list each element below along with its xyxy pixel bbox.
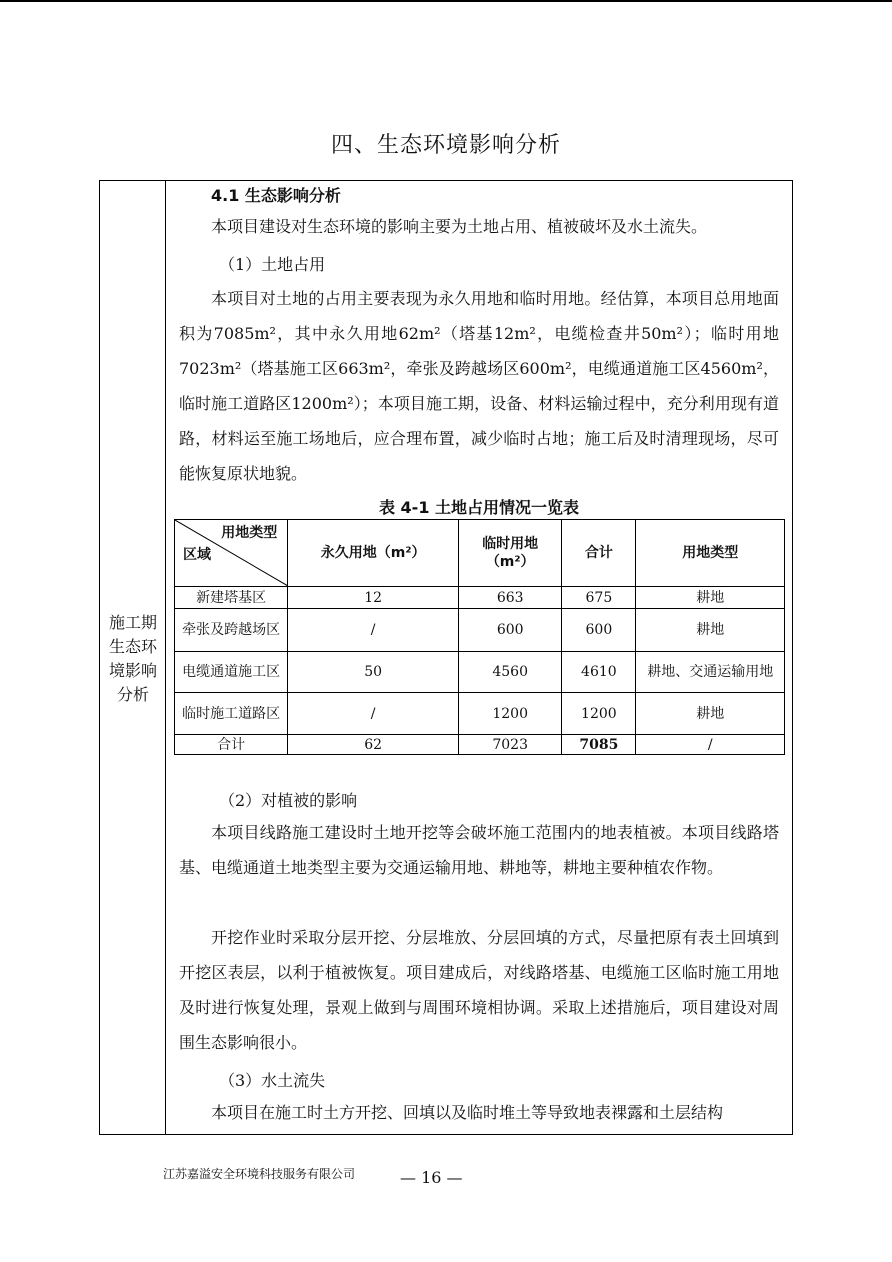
page-number: — 16 —: [400, 1168, 463, 1187]
cell-land-type: 耕地: [636, 693, 785, 735]
cell-land-type: 耕地、交通运输用地: [636, 652, 785, 693]
intro-paragraph: 本项目建设对生态环境的影响主要为土地占用、植被破坏及水土流失。: [211, 217, 708, 236]
subheading-land-use: （1）土地占用: [219, 255, 326, 274]
cell-land-type: 耕地: [636, 587, 785, 609]
cell-permanent: /: [288, 693, 459, 735]
header-temporary: 临时用地（m²）: [459, 520, 562, 587]
header-land-type: 用地类型: [636, 520, 785, 587]
cell-temporary: 663: [459, 587, 562, 609]
vegetation-paragraph-2: 开挖作业时采取分层开挖、分层堆放、分层回填的方式，尽量把原有表土回填到开挖区表层，以利于植被恢复。项目建成后，对线路塔基、电缆施工区临时施工用地及时进行恢复处理，景观上做到与周围环境相协调。采取上述措施后，项目建设对周围生态影响很小。: [179, 928, 779, 1052]
footer-company: 江苏嘉溢安全环境科技服务有限公司: [163, 1167, 356, 1181]
cell-temporary: 1200: [459, 693, 562, 735]
cell-total: 675: [562, 587, 636, 609]
top-rule: [0, 0, 892, 2]
cell-area: 临时施工道路区: [175, 693, 288, 735]
diag-top-label: 用地类型: [221, 525, 278, 541]
cell-total: 4610: [562, 652, 636, 693]
cell-permanent: 12: [288, 587, 459, 609]
cell-area: 电缆通道施工区: [175, 652, 288, 693]
subheading-soil-erosion: （3）水土流失: [219, 1071, 326, 1090]
soil-erosion-paragraph: 本项目在施工时土方开挖、回填以及临时堆土等导致地表裸露和土层结构: [211, 1103, 724, 1122]
table-header-row: [175, 520, 785, 587]
table-row: [175, 609, 785, 652]
cell-area: 合计: [175, 735, 288, 755]
left-column: [100, 181, 166, 1134]
subheading-vegetation: （2）对植被的影响: [219, 791, 358, 810]
table-row: [175, 652, 785, 693]
cell-temporary: 600: [459, 609, 562, 652]
cell-temporary: 4560: [459, 652, 562, 693]
page-title: 四、生态环境影响分析: [330, 133, 561, 158]
cell-area: 新建塔基区: [175, 587, 288, 609]
cell-permanent: /: [288, 609, 459, 652]
content-frame: [99, 180, 793, 1135]
diagonal-header-cell: [175, 520, 288, 587]
table-row: [175, 693, 785, 735]
header-permanent: 永久用地（m²）: [288, 520, 459, 587]
diag-bottom-label: 区域: [183, 547, 211, 563]
cell-land-type: /: [636, 735, 785, 755]
land-use-paragraph: 本项目对土地的占用主要表现为永久用地和临时用地。经估算，本项目总用地面积为7085m²，其中永久用地62m²（塔基12m²，电缆检查井50m²）；临时用地7023m²（塔基施工区663m²，牵张及跨越场区600m²，电缆通道施工区4560m²，临时施工道路区1200m²）；本项目施工期，设备、材料运输过程中，充分利用现有道路，材料运至施工场地后，应合理布置，减少临时占地；施工后及时清理现场，尽可能恢复原状地貌。: [179, 289, 779, 483]
table-caption: 表 4-1 土地占用情况一览表: [378, 498, 580, 517]
cell-land-type: 耕地: [636, 609, 785, 652]
cell-permanent: 50: [288, 652, 459, 693]
cell-total: 600: [562, 609, 636, 652]
cell-temporary: 7023: [459, 735, 562, 755]
cell-total: 1200: [562, 693, 636, 735]
header-total: 合计: [562, 520, 636, 587]
left-column-label: 施工期生态环境影响分析: [108, 613, 157, 704]
table-row: [175, 587, 785, 609]
section-title: 4.1 生态影响分析: [211, 186, 341, 205]
vegetation-paragraph-1: 本项目线路施工建设时土地开挖等会破坏施工范围内的地表植被。本项目线路塔基、电缆通道土地类型主要为交通运输用地、耕地等，耕地主要种植农作物。: [179, 823, 779, 877]
cell-total: 7085: [562, 735, 636, 755]
cell-area: 牵张及跨越场区: [175, 609, 288, 652]
cell-permanent: 62: [288, 735, 459, 755]
table-total-row: [175, 735, 785, 755]
land-use-table: [174, 519, 785, 755]
